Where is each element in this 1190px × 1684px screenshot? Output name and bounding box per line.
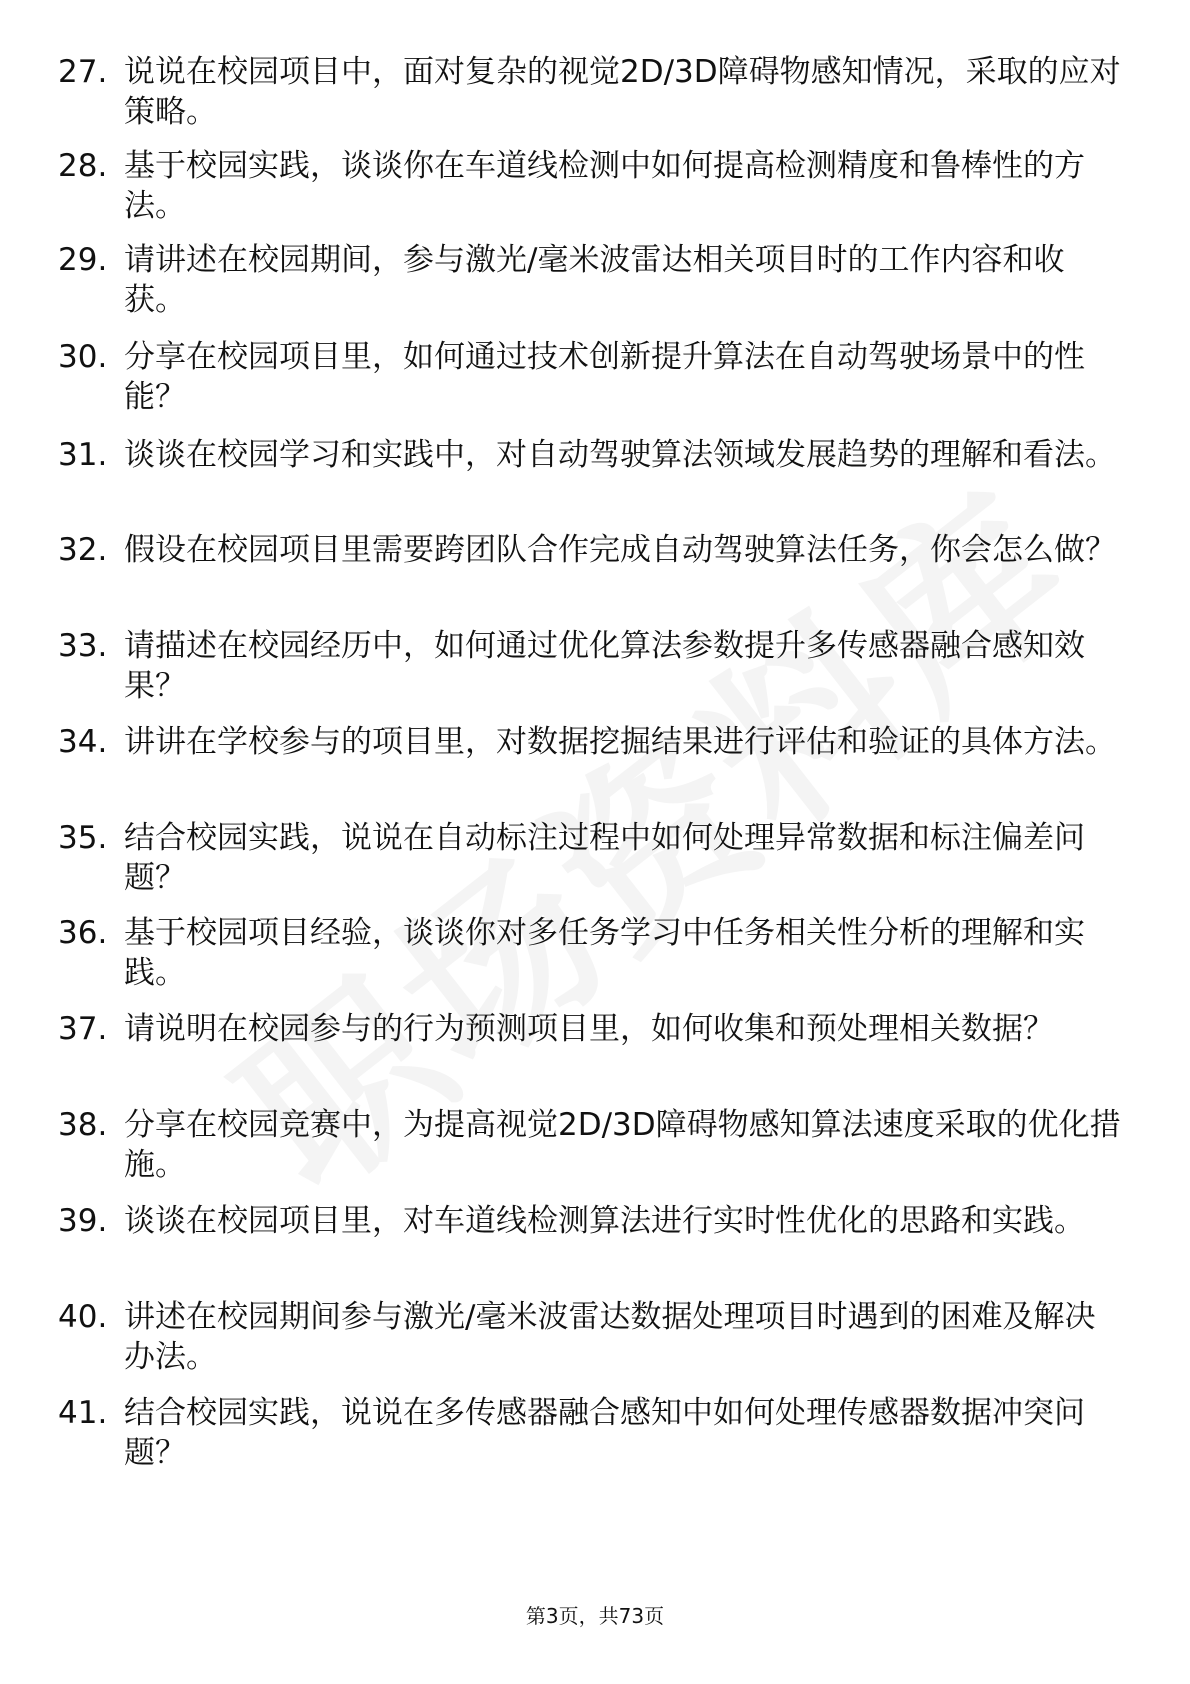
question-number: 28. — [58, 148, 108, 184]
question-number: 34. — [58, 724, 108, 760]
question-text: 基于校园实践，谈谈你在车道线检测中如何提高检测精度和鲁棒性的方法。 — [124, 148, 1085, 224]
question-text: 假设在校园项目里需要跨团队合作完成自动驾驶算法任务，你会怎么做？ — [124, 532, 1116, 568]
question-text: 说说在校园项目中，面对复杂的视觉2D/3D障碍物感知情况，采取的应对策略。 — [124, 54, 1121, 130]
question-text: 谈谈在校园学习和实践中，对自动驾驶算法领域发展趋势的理解和看法。 — [124, 437, 1116, 473]
question-number: 40. — [58, 1299, 108, 1335]
question-text: 讲讲在学校参与的项目里，对数据挖掘结果进行评估和验证的具体方法。 — [124, 724, 1116, 760]
question-number: 35. — [58, 820, 108, 856]
question-number: 30. — [58, 339, 108, 375]
question-number: 41. — [58, 1395, 108, 1431]
page-footer: 第3页，共73页 — [525, 1604, 665, 1628]
question-number: 33. — [58, 628, 108, 664]
question-text: 基于校园项目经验，谈谈你对多任务学习中任务相关性分析的理解和实践。 — [124, 915, 1085, 991]
question-number: 29. — [58, 242, 108, 278]
question-text: 结合校园实践，说说在多传感器融合感知中如何处理传感器数据冲突问题？ — [124, 1395, 1085, 1471]
question-text: 请描述在校园经历中，如何通过优化算法参数提升多传感器融合感知效果？ — [124, 628, 1085, 704]
question-text: 分享在校园项目里，如何通过技术创新提升算法在自动驾驶场景中的性能？ — [124, 339, 1085, 415]
question-text: 谈谈在校园项目里，对车道线检测算法进行实时性优化的思路和实践。 — [124, 1203, 1085, 1239]
question-text: 请讲述在校园期间，参与激光/毫米波雷达相关项目时的工作内容和收获。 — [124, 242, 1065, 318]
question-number: 36. — [58, 915, 108, 951]
question-number: 27. — [58, 54, 108, 90]
question-text: 讲述在校园期间参与激光/毫米波雷达数据处理项目时遇到的困难及解决办法。 — [124, 1299, 1096, 1375]
question-number: 37. — [58, 1011, 108, 1047]
question-number: 31. — [58, 437, 108, 473]
question-text: 分享在校园竞赛中，为提高视觉2D/3D障碍物感知算法速度采取的优化措施。 — [124, 1107, 1121, 1183]
question-text: 结合校园实践，说说在自动标注过程中如何处理异常数据和标注偏差问题？ — [124, 820, 1085, 896]
question-number: 39. — [58, 1203, 108, 1239]
question-number: 38. — [58, 1107, 108, 1143]
question-number: 32. — [58, 532, 108, 568]
question-text: 请说明在校园参与的行为预测项目里，如何收集和预处理相关数据？ — [124, 1011, 1054, 1047]
